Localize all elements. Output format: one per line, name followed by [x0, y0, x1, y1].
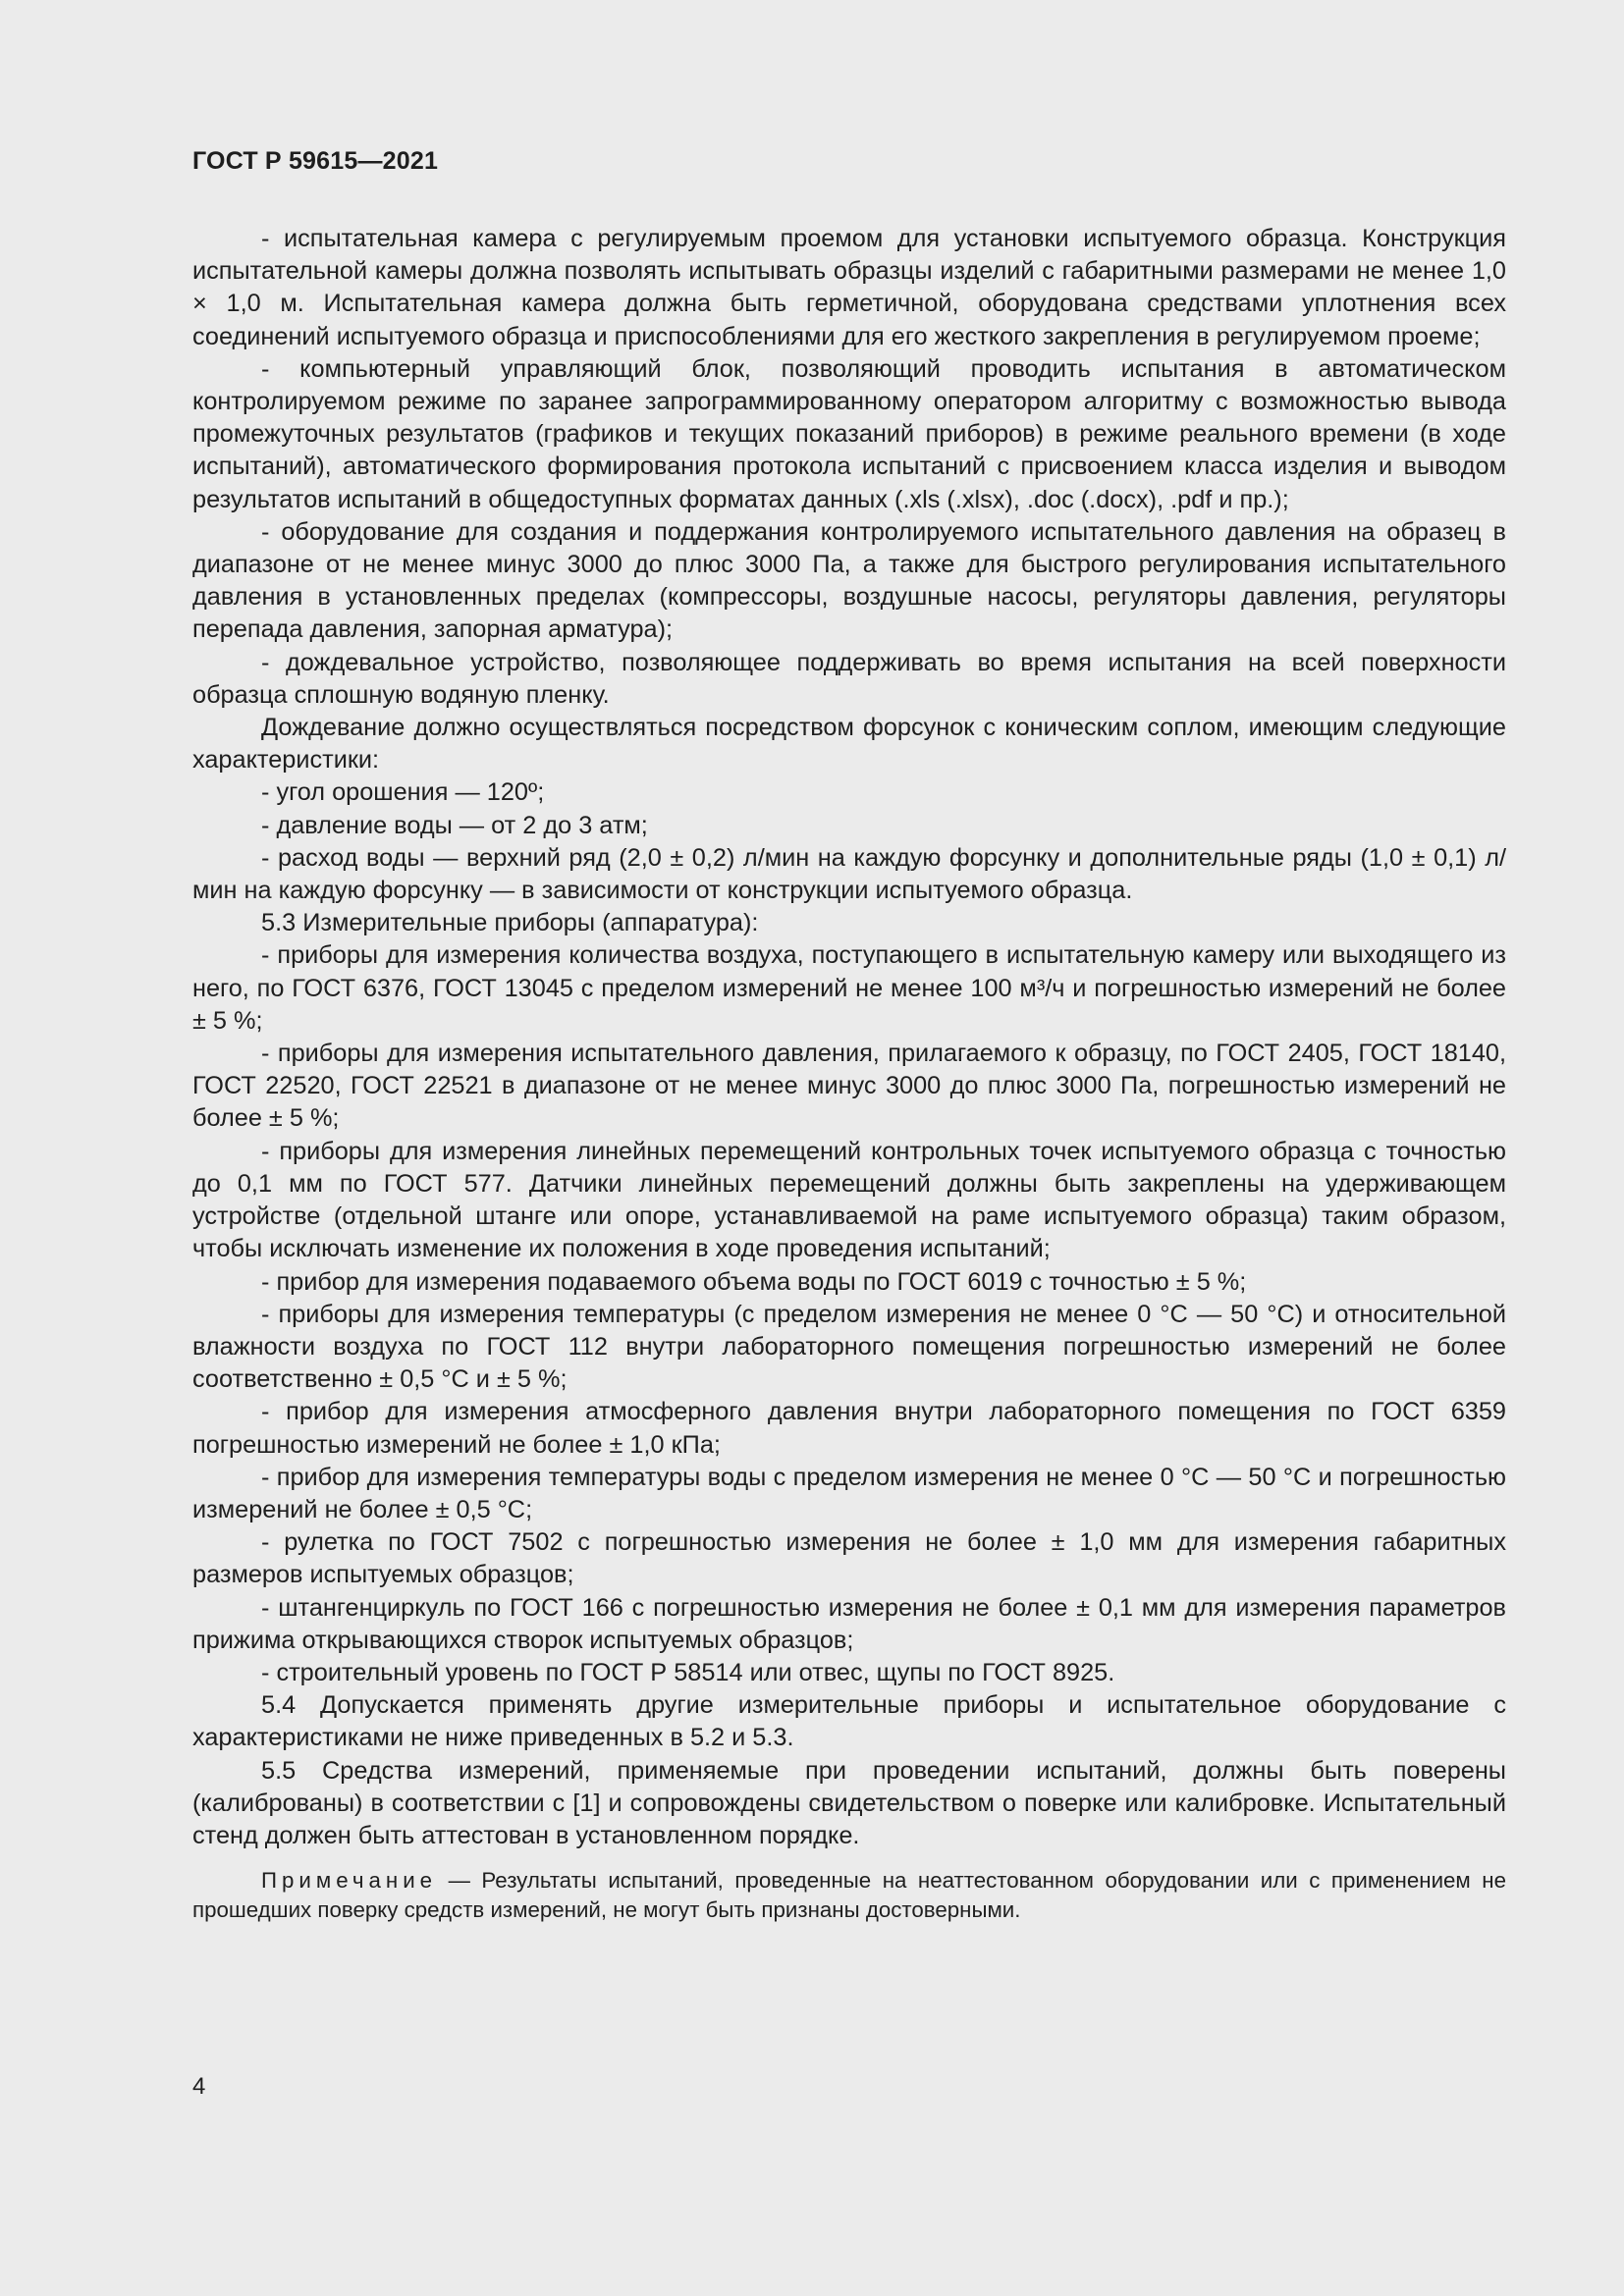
paragraph: - штангенциркуль по ГОСТ 166 с погрешностью измерения не более ± 0,1 мм для измерения параметров прижима открывающихся створок испытуемых образцов; — [192, 1593, 1506, 1654]
section-heading: 5.3 Измерительные приборы (аппаратура): — [261, 909, 759, 937]
paragraph: - приборы для измерения температуры (с пределом измерения не менее 0 °С — 50 °С) и относительной влажности воздуха по ГОСТ 112 внутри лабораторного помещения погрешностью измерений не более соответственно ± 0,5 °С и ± 5 %; — [192, 1300, 1506, 1394]
note-label: Примечание — [261, 1868, 438, 1894]
page-number: 4 — [192, 2073, 206, 2100]
paragraph: - давление воды — от 2 до 3 атм; — [261, 811, 648, 839]
paragraph: Дождевание должно осуществляться посредством форсунок с коническим соплом, имеющим следующие характеристики: — [192, 714, 1506, 774]
document-header: ГОСТ Р 59615—2021 — [192, 147, 439, 175]
paragraph: - строительный уровень по ГОСТ Р 58514 или отвес, щупы по ГОСТ 8925. — [261, 1658, 1115, 1686]
paragraph: - приборы для измерения испытательного давления, прилагаемого к образцу, по ГОСТ 2405, ГОСТ 18140, ГОСТ 22520, ГОСТ 22521 в диапазоне от не менее минус 3000 до плюс 3000 Па, погрешностью измерений не более ± 5 %; — [192, 1040, 1506, 1133]
paragraph: - приборы для измерения количества воздуха, поступающего в испытательную камеру или выходящего из него, по ГОСТ 6376, ГОСТ 13045 с пределом измерений не менее 100 м³/ч и погрешностью измерений не более ± 5 %; — [192, 941, 1506, 1035]
paragraph: - прибор для измерения подаваемого объема воды по ГОСТ 6019 с точностью ± 5 %; — [261, 1267, 1247, 1296]
paragraph: - компьютерный управляющий блок, позволяющий проводить испытания в автоматическом контролируемом режиме по заранее запрограммированному оператором алгоритму с возможностью вывода промежуточных результатов (графиков и текущих показаний приборов) в режиме реального времени (в ходе испытаний), автоматического формирования протокола испытаний с присвоением класса изделия и выводом результатов испытаний в общедоступных форматах данных (.xls (.xlsx), .doc (.docx), .pdf и пр.); — [192, 354, 1506, 513]
paragraph: 5.4 Допускается применять другие измерительные приборы и испытательное оборудование с характеристиками не ниже приведенных в 5.2 и 5.3. — [192, 1691, 1506, 1752]
paragraph: - приборы для измерения линейных перемещений контрольных точек испытуемого образца с точностью до 0,1 мм по ГОСТ 577. Датчики линейных перемещений должны быть закреплены на удерживающем устройстве (отдельной штанге или опоре, устанавливаемой на раме испытуемого образца) таким образом, чтобы исключать изменение их положения в ходе проведения испытаний; — [192, 1137, 1506, 1263]
paragraph: - испытательная камера с регулируемым проемом для установки испытуемого образца. Конструкция испытательной камеры должна позволять испытывать образцы изделий с габаритными размерами не менее 1,0 × 1,0 м. Испытательная камера должна быть герметичной, оборудована средствами уплотнения всех соединений испытуемого образца и приспособлениями для его жесткого закрепления в регулируемом проеме; — [192, 225, 1506, 350]
note — [192, 1866, 1506, 1925]
paragraph: - прибор для измерения температуры воды с пределом измерения не менее 0 °С — 50 °С и погрешностью измерений не более ± 0,5 °С; — [192, 1463, 1506, 1523]
note-text: — Результаты испытаний, проведенные на неаттестованном оборудовании или с применением не прошедших поверку средств измерений, не могут быть признаны достоверными. — [192, 1868, 1506, 1923]
document-body — [192, 223, 1506, 1925]
paragraph: - оборудование для создания и поддержания контролируемого испытательного давления на образец в диапазоне от не менее минус 3000 до плюс 3000 Па, а также для быстрого регулирования испытательного давления в установленных пределах (компрессоры, воздушные насосы, регуляторы давления, регуляторы перепада давления, запорная арматура); — [192, 517, 1506, 644]
paragraph: - рулетка по ГОСТ 7502 с погрешностью измерения не более ± 1,0 мм для измерения габаритных размеров испытуемых образцов; — [192, 1528, 1506, 1589]
paragraph: - дождевальное устройство, позволяющее поддерживать во время испытания на всей поверхности образца сплошную водяную пленку. — [192, 648, 1506, 709]
paragraph: - расход воды — верхний ряд (2,0 ± 0,2) л/мин на каждую форсунку и дополнительные ряды (1,0 ± 0,1) л/мин на каждую форсунку — в зависимости от конструкции испытуемого образца. — [192, 843, 1506, 905]
paragraph: 5.5 Средства измерений, применяемые при проведении испытаний, должны быть поверены (калиброваны) в соответствии с [1] и сопровождены свидетельством о поверке или калибровке. Испытательный стенд должен быть аттестован в установленном порядке. — [192, 1756, 1506, 1849]
paragraph: - угол орошения — 120º; — [261, 778, 545, 807]
paragraph: - прибор для измерения атмосферного давления внутри лабораторного помещения по ГОСТ 6359 погрешностью измерений не более ± 1,0 кПа; — [192, 1398, 1506, 1459]
